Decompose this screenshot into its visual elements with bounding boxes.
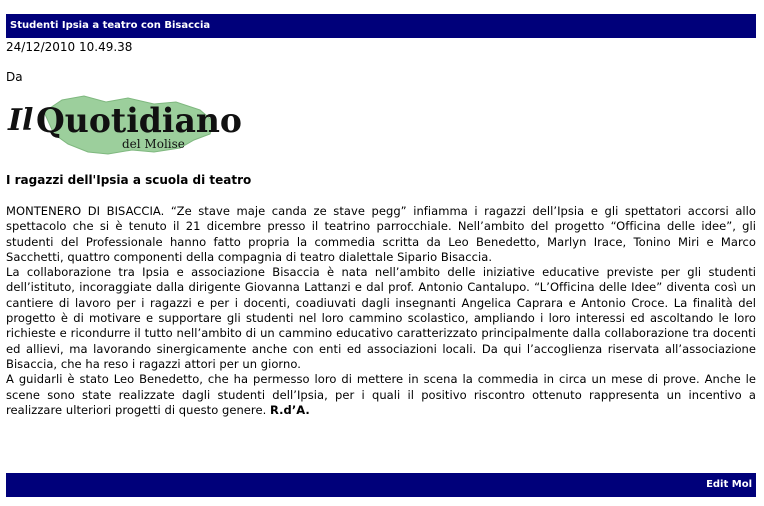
article-body <box>6 204 756 418</box>
article-headline: I ragazzi dell'Ipsia a scuola di teatro <box>6 173 252 187</box>
footer-label: Edit Mol <box>706 479 752 490</box>
timestamp: 24/12/2010 10.49.38 <box>6 40 133 54</box>
header-bar <box>6 14 756 38</box>
logo-text-il: Il <box>8 103 34 138</box>
article-paragraph-text: A guidarli è stato Leo Benedetto, che ha permesso loro di mettere in scena la commedia in circa un mese di prove. Anche le scene sono state realizzate dagli studenti dell’Ipsia, per i quali il positivo riscontro ottenuto rappresenta un incentivo a realizzare ulteriori progetti di questo genere. <box>6 372 756 417</box>
article-signature: R.d’A. <box>270 402 310 417</box>
article-paragraph <box>6 372 756 418</box>
article-paragraph: La collaborazione tra Ipsia e associazione Bisaccia è nata nell’ambito delle iniziative educative previste per gli studenti dell’istituto, incoraggiate dalla dirigente Giovanna Lattanzi e dal prof. Antonio Cantalupo. “L’Officina delle Idee” diventa così un cantiere di lavoro per i ragazzi e per i docenti, coadiuvati dagli insegnanti Angelica Caprara e Antonio Croce. La finalità del progetto è di motivare e supportare gli studenti nel loro cammino scolastico, ampliando i loro interessi ed ascoltando le loro richieste e ricondurre il tutto nell’ambito di un cammino educativo caratterizzato principalmente dalla collaborazione tra docenti ed allievi, ma lavorando sinergicamente anche con enti ed associazioni locali. Da qui l’accoglienza riservata all’associazione Bisaccia, che ha reso i ragazzi attori per un giorno. <box>6 265 756 371</box>
footer-bar <box>6 473 756 497</box>
source-label: Da <box>6 70 23 84</box>
logo-text-sub: del Molise <box>122 137 185 151</box>
newspaper-logo-graphic <box>4 82 248 160</box>
article-paragraph: MONTENERO DI BISACCIA. “Ze stave maje canda ze stave pegg” infiamma i ragazzi dell’Ipsia e gli spettatori accorsi allo spettacolo che si è tenuto il 21 dicembre presso il teatrino parrocchiale. Nell’ambito del progetto “Officina delle idee”, gli studenti del Professionale hanno fatto propria la commedia scritta da Leo Benedetto, Marlyn Irace, Tonino Miri e Marco Sacchetti, quattro componenti della compagnia di teatro dialettale Sipario Bisaccia. <box>6 204 756 264</box>
newspaper-logo <box>4 82 248 160</box>
logo-text-main: Quotidiano <box>36 101 242 141</box>
header-title: Studenti Ipsia a teatro con Bisaccia <box>10 20 211 31</box>
